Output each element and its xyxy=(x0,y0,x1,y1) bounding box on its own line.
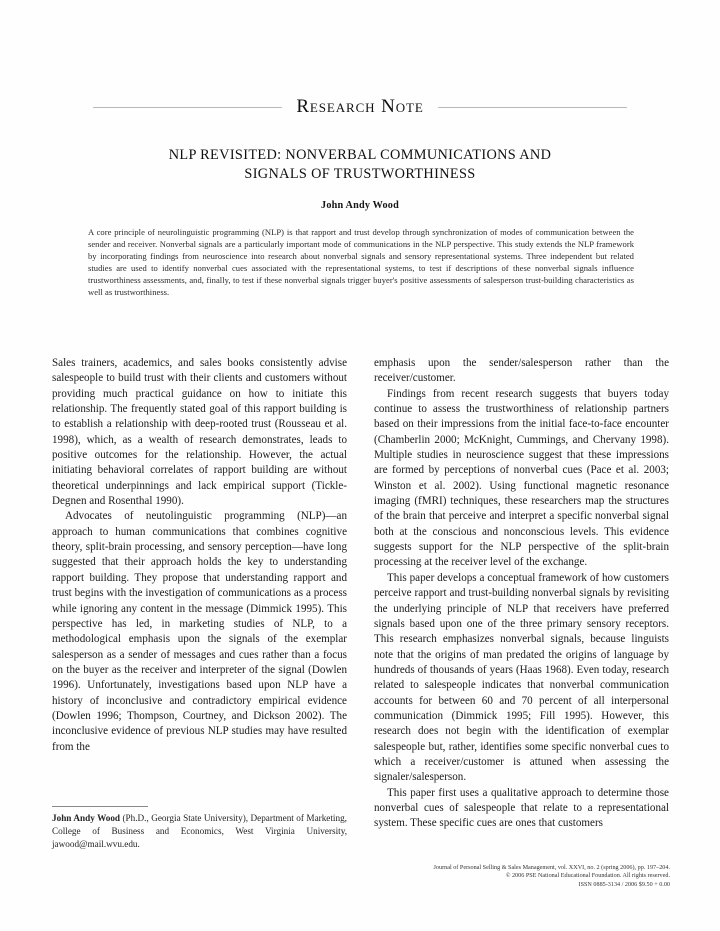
running-head-rule-left xyxy=(93,107,282,108)
author-footnote xyxy=(52,812,347,852)
article-author-byline: John Andy Wood xyxy=(321,200,399,211)
journal-citation-line-1 xyxy=(370,864,670,872)
article-abstract: A core principle of neurolinguistic programming (NLP) is that rapport and trust develop through synchronization of modes of communication between the sender and receiver. Nonverbal signals are a particularly important mode of communications in the NLP perspective. This study extends the NLP framework by incorporating findings from neuroscience into research about nonverbal signals and sensory representational systems. Three independent but related studies are used to identify nonverbal cues associated with the representational systems, to test if descriptions of these nonverbal signals influence trustworthiness assessments, and, finally, to test if these nonverbal signals trigger buyer's positive assessments of salesperson trust-building characteristics as well as trustworthiness. xyxy=(88,227,634,298)
journal-issn: ISSN 0885-3134 / 2006 $9.50 + 0.00 xyxy=(578,881,670,888)
author-footnote-text: (Ph.D., Georgia State University), Department of Marketing, College of Business and Economics, West Virginia University, jawood@mail.wvu.edu. xyxy=(52,813,347,850)
paragraph: Findings from recent research suggests that buyers today continue to assess the trustworthiness of relationship partners based on their impressions from the initial face-to-face encounter (Chamberlin 2000; McKnight, Cummings, and Chervany 1998). Multiple studies in neuroscience suggest that these impressions are formed by perceptions of nonverbal cues (Pace et al. 2003; Winston et al. 2002). Using functional magnetic resonance imaging (fMRI) techniques, these researchers map the structures of the brain that perceive and interpret a specific nonverbal signal both at the conscious and nonconscious levels. This evidence suggests support for the NLP perspective of the split-brain processing at the receiver level of the exchange. xyxy=(374,387,669,569)
article-title-line-2: SIGNALS OF TRUSTWORTHINESS xyxy=(244,166,476,182)
article-title-line-1: NLP REVISITED: NONVERBAL COMMUNICATIONS AND xyxy=(168,147,552,163)
article-title xyxy=(90,146,630,184)
journal-copyright: © 2006 PSE National Educational Foundation. All rights reserved. xyxy=(505,873,670,880)
footnote-separator-rule xyxy=(52,806,148,807)
running-head-rule-right xyxy=(438,107,627,108)
journal-title: Journal of Personal Selling & Sales Management xyxy=(433,865,555,871)
body-column-right xyxy=(374,356,669,856)
paragraph: This paper first uses a qualitative approach to determine those nonverbal cues of salespeople that relate to a representational system. These specific cues are ones that customers xyxy=(374,786,669,830)
running-head xyxy=(55,92,665,122)
paragraph: Sales trainers, academics, and sales books consistently advise salespeople to build trust with their clients and customers without providing much practical guidance on how to initiate this relationship. The frequently stated goal of this rapport building is to establish a relationship with deep-rooted trust (Rousseau et al. 1998), which, as a wealth of research demonstrates, leads to positive outcomes for the relationship. However, the actual initiating behavioral correlates of rapport building are without theoretical underpinnings and lack empirical support (Tickle-Degnen and Rosenthal 1990). xyxy=(52,357,347,508)
body-columns xyxy=(52,356,670,856)
journal-issue-info: , vol. XXVI, no. 2 (spring 2006), pp. 197–204. xyxy=(554,865,670,871)
paragraph: This paper develops a conceptual framework of how customers perceive rapport and trust-building nonverbal signals by revisiting the underlying principle of NLP that receivers have preferred signals based upon one of the three primary sensory receptors. This research emphasizes nonverbal signals, because linguists note that the origins of man predated the origins of language by hundreds of thousands of years (Haas 1968). Even today, research related to salespeople indicates that nonverbal communication accounts for between 60 and 70 percent of all interpersonal communication (Dimmick 1995; Fill 1995). However, this research does not begin with the identification of exemplar salespeople but, rather, identifies some specific nonverbal cues to which a receiver/customer is attuned when assessing the signaler/salesperson. xyxy=(374,571,669,784)
body-column-left xyxy=(52,356,347,856)
running-head-title: Research Note xyxy=(296,96,424,117)
paragraph: Advocates of neutolinguistic programming (NLP)—an approach to human communications that combines cognitive theory, split-brain processing, and sensory perception—have long suggested that their approach holds the key to understanding rapport building. They propose that understanding rapport and trust begins with the investigation of communications as a process while ignoring any content in the message (Dimmick 1995). This perspective has led, in marketing studies of NLP, to a methodological emphasis upon the signals of the exemplar salesperson as a sender of messages and cues rather than a focus on the buyer as the receiver and interpreter of the signal (Dowlen 1996). Unfortunately, investigations based upon NLP have a history of inconclusive and contradictory empirical evidence (Dowlen 1996; Thompson, Courtney, and Dickson 2002). The inconclusive evidence of previous NLP studies may have resulted from the xyxy=(52,510,347,753)
journal-citation-footer xyxy=(370,864,670,889)
author-footnote-name: John Andy Wood xyxy=(52,813,121,823)
paragraph: emphasis upon the sender/salesperson rather than the receiver/customer. xyxy=(374,357,669,385)
